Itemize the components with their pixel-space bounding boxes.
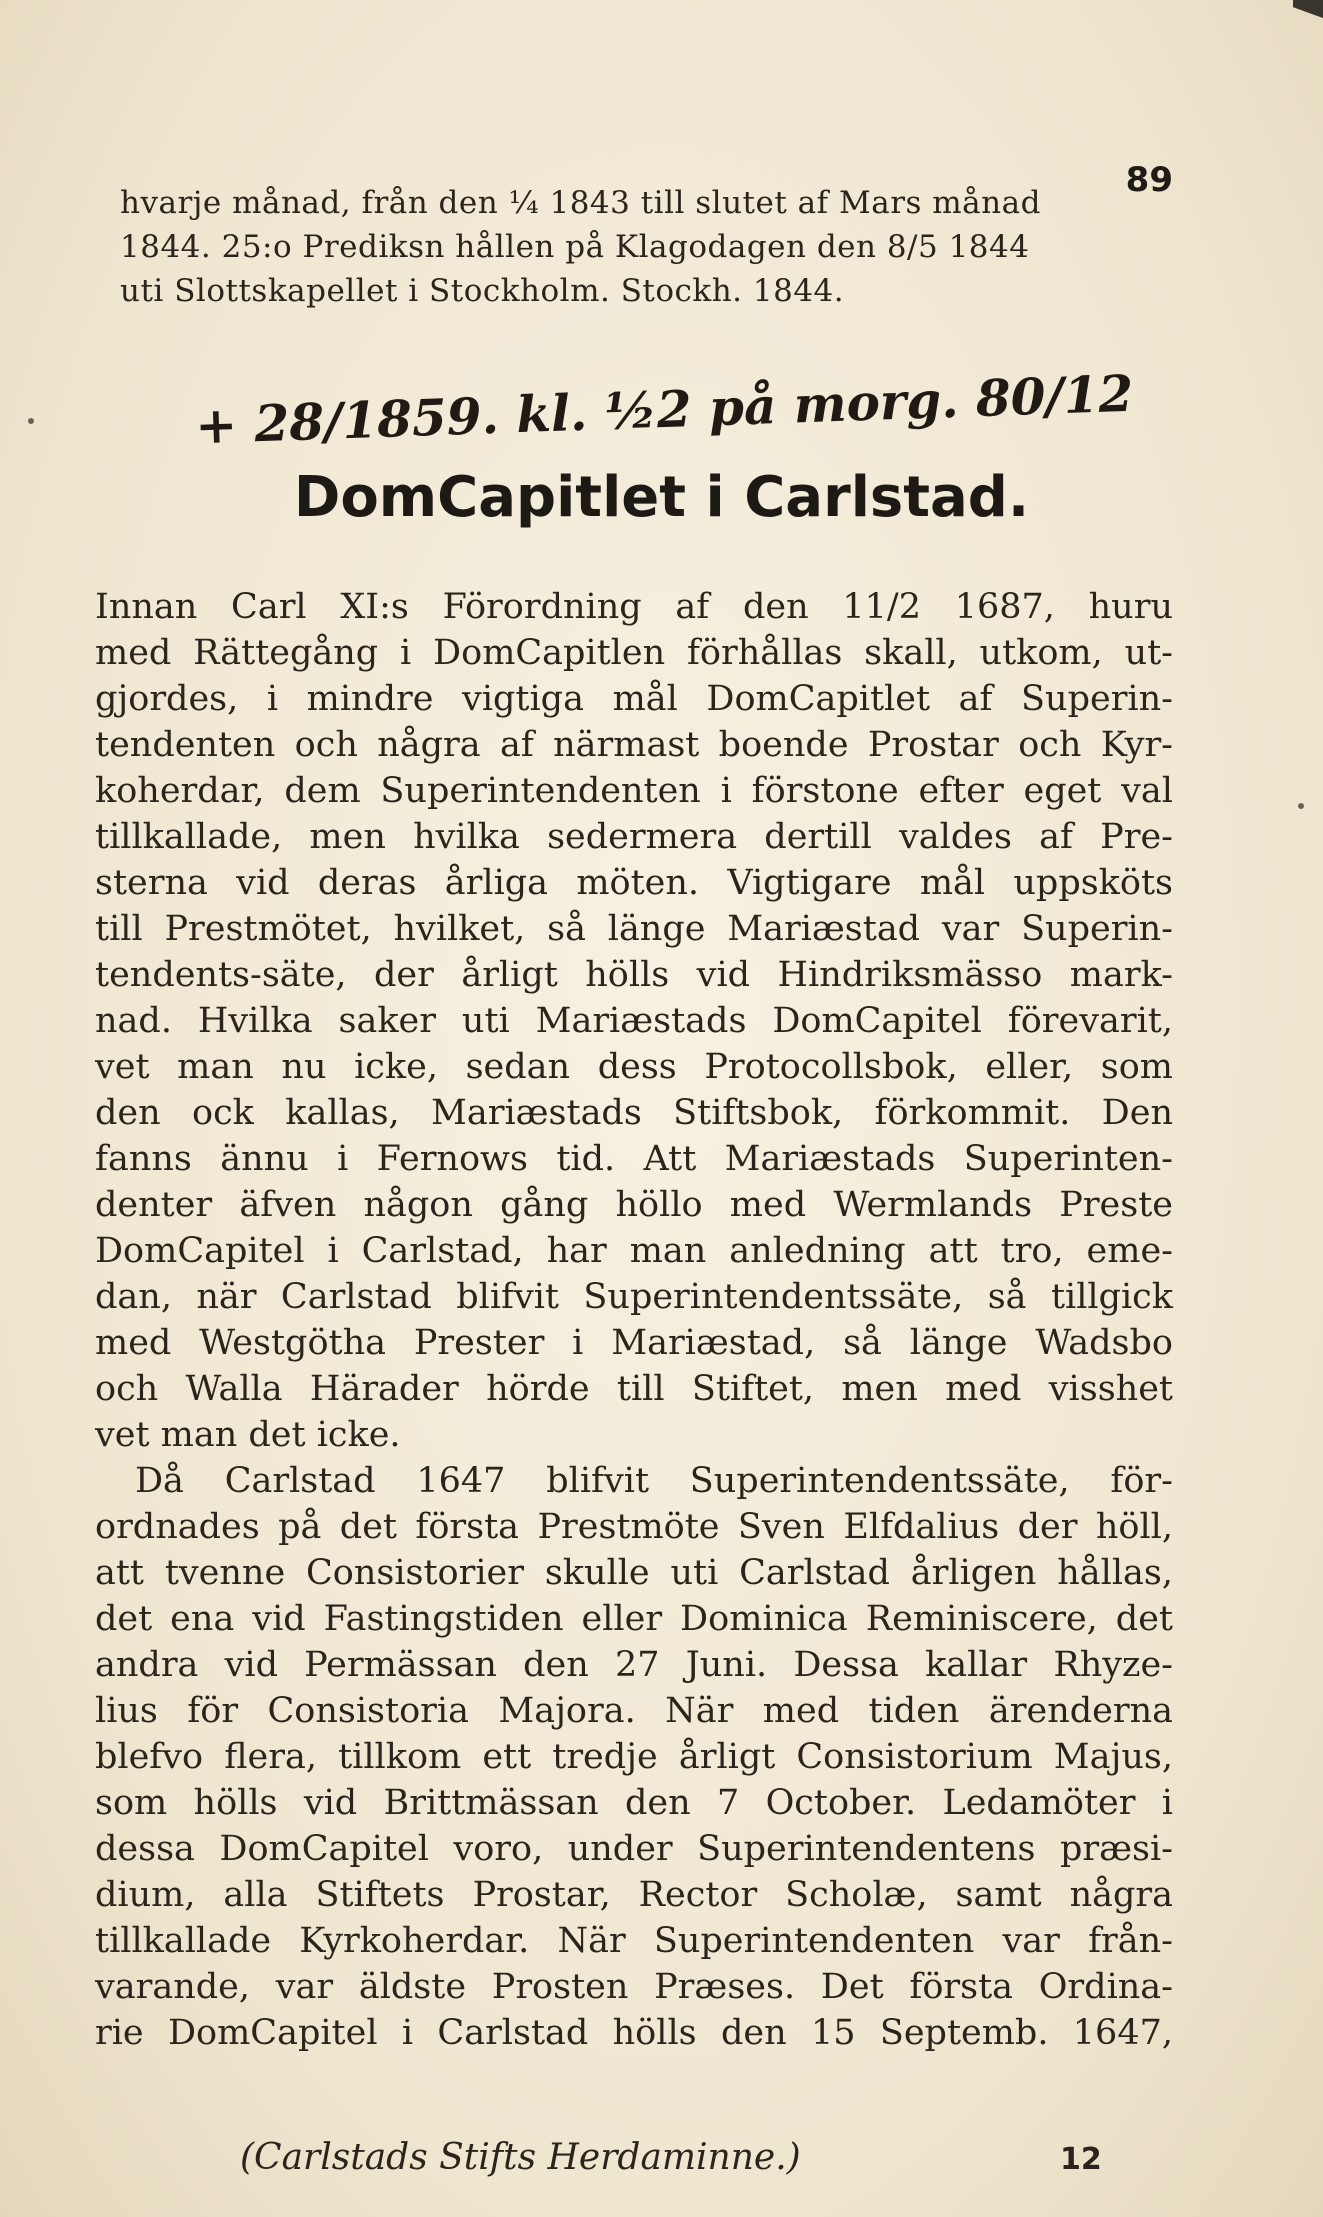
body-line: ordnades på det första Prestmöte Sven Elfdalius der höll, [95, 1507, 1173, 1547]
body-line: Innan Carl XI:s Förordning af den 11/2 1687, huru [95, 587, 1173, 627]
body-line: tendenten och några af närmast boende Prostar och Kyr- [95, 725, 1173, 765]
intro-line: uti Slottskapellet i Stockholm. Stockh. 1844. [120, 273, 845, 309]
body-line: blefvo flera, tillkom ett tredje årligt Consistorium Majus, [95, 1737, 1173, 1777]
page-edge-shadow [1293, 0, 1323, 40]
body-line: koherdar, dem Superintendenten i förstone efter eget val [95, 771, 1173, 811]
signature-mark: 12 [1060, 2142, 1102, 2177]
body-line: tillkallade Kyrkoherdar. När Superintendenten var från- [95, 1921, 1173, 1961]
body-line: DomCapitel i Carlstad, har man anledning att tro, eme- [95, 1231, 1173, 1271]
body-line: gjordes, i mindre vigtiga mål DomCapitlet af Superin- [95, 679, 1173, 719]
body-line: andra vid Permässan den 27 Juni. Dessa kallar Rhyze- [95, 1645, 1173, 1685]
intro-line: hvarje månad, från den ¼ 1843 till slutet af Mars månad [120, 185, 1041, 221]
intro-line: 1844. 25:o Prediksn hållen på Klagodagen den 8/5 1844 [120, 229, 1030, 265]
body-line: tillkallade, men hvilka sedermera dertill valdes af Pre- [95, 817, 1173, 857]
body-line: det ena vid Fastingstiden eller Dominica Reminiscere, det [95, 1599, 1173, 1639]
body-line: rie DomCapitel i Carlstad hölls den 15 Septemb. 1647, [95, 2013, 1173, 2053]
print-speck [28, 418, 34, 424]
body-line: med Westgötha Prester i Mariæstad, så länge Wadsbo [95, 1323, 1173, 1363]
body-line: att tvenne Consistorier skulle uti Carlstad årligen hållas, [95, 1553, 1173, 1593]
page-number: 89 [1125, 160, 1173, 200]
body-line: den ock kallas, Mariæstads Stiftsbok, förkommit. Den [95, 1093, 1173, 1133]
body-line: dessa DomCapitel voro, under Superintendentens præsi- [95, 1829, 1173, 1869]
body-line: lius för Consistoria Majora. När med tiden ärenderna [95, 1691, 1173, 1731]
body-line: Då Carlstad 1647 blifvit Superintendentssäte, för- [135, 1461, 1173, 1501]
body-line: och Walla Härader hörde till Stiftet, men med visshet [95, 1369, 1173, 1409]
body-line: vet man nu icke, sedan dess Protocollsbok, eller, som [95, 1047, 1173, 1087]
body-line: dium, alla Stiftets Prostar, Rector Scholæ, samt några [95, 1875, 1173, 1915]
print-speck [1298, 803, 1304, 809]
body-line: till Prestmötet, hvilket, så länge Mariæstad var Superin- [95, 909, 1173, 949]
body-line: denter äfven någon gång höllo med Wermlands Preste [95, 1185, 1173, 1225]
body-line: med Rättegång i DomCapitlen förhållas skall, utkom, ut- [95, 633, 1173, 673]
body-line: nad. Hvilka saker uti Mariæstads DomCapitel förevarit, [95, 1001, 1173, 1041]
running-footer-title: (Carlstads Stifts Herdaminne.) [240, 2137, 801, 2178]
body-line: tendents-säte, der årligt hölls vid Hindriksmässo mark- [95, 955, 1173, 995]
body-line: varande, var äldste Prosten Præses. Det första Ordina- [95, 1967, 1173, 2007]
handwritten-annotation: + 28/1859. kl. ½2 på morg. 80/12 [194, 363, 1135, 456]
body-line: dan, när Carlstad blifvit Superintendentssäte, så tillgick [95, 1277, 1173, 1317]
section-heading: DomCapitlet i Carlstad. [293, 465, 1030, 530]
body-line: vet man det icke. [95, 1415, 401, 1455]
body-line: fanns ännu i Fernows tid. Att Mariæstads Superinten- [95, 1139, 1173, 1179]
body-line: som hölls vid Brittmässan den 7 October. Ledamöter i [95, 1783, 1173, 1823]
body-line: sterna vid deras årliga möten. Vigtigare mål uppsköts [95, 863, 1173, 903]
